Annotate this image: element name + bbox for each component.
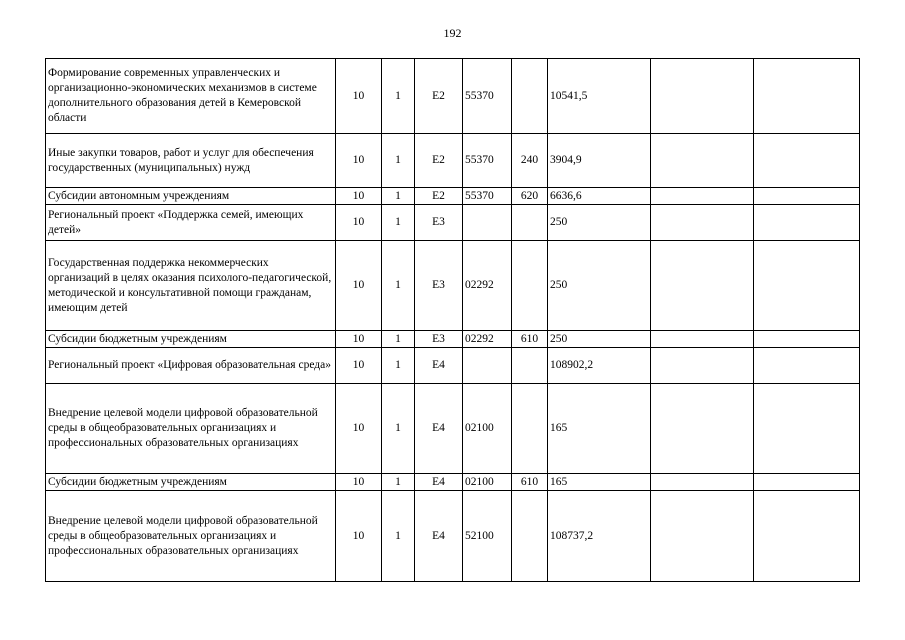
expense-type-cell (512, 348, 548, 384)
amount-cell: 250 (548, 205, 651, 241)
amount-cell: 250 (548, 241, 651, 331)
direction-code-cell: 02100 (463, 384, 512, 474)
subsection-code-cell: 1 (382, 331, 415, 348)
extra-column-1-cell (651, 59, 754, 134)
row-name-cell: Формирование современных управленческих и организационно-экономических механизмов в системе дополнительного образования детей в Кемеровской области (46, 59, 336, 134)
table-row (46, 241, 860, 331)
table-row (46, 491, 860, 582)
expense-type-cell (512, 491, 548, 582)
program-code-cell: E2 (415, 134, 463, 188)
section-code-cell: 10 (336, 474, 382, 491)
expense-type-cell (512, 205, 548, 241)
extra-column-1-cell (651, 474, 754, 491)
program-code-cell: E4 (415, 348, 463, 384)
row-name-cell: Субсидии автономным учреждениям (46, 188, 336, 205)
row-name-cell: Субсидии бюджетным учреждениям (46, 331, 336, 348)
expense-type-cell: 620 (512, 188, 548, 205)
budget-table (45, 58, 860, 582)
amount-cell: 10541,5 (548, 59, 651, 134)
extra-column-2-cell (754, 205, 860, 241)
table-row (46, 331, 860, 348)
extra-column-2-cell (754, 491, 860, 582)
subsection-code-cell: 1 (382, 491, 415, 582)
expense-type-cell: 610 (512, 331, 548, 348)
expense-type-cell: 240 (512, 134, 548, 188)
extra-column-2-cell (754, 241, 860, 331)
table-row (46, 348, 860, 384)
expense-type-cell (512, 384, 548, 474)
table-row (46, 384, 860, 474)
direction-code-cell: 02292 (463, 241, 512, 331)
direction-code-cell: 52100 (463, 491, 512, 582)
program-code-cell: E3 (415, 331, 463, 348)
extra-column-1-cell (651, 384, 754, 474)
section-code-cell: 10 (336, 331, 382, 348)
subsection-code-cell: 1 (382, 241, 415, 331)
table-row (46, 205, 860, 241)
direction-code-cell: 55370 (463, 188, 512, 205)
extra-column-1-cell (651, 241, 754, 331)
amount-cell: 108737,2 (548, 491, 651, 582)
program-code-cell: E4 (415, 474, 463, 491)
amount-cell: 108902,2 (548, 348, 651, 384)
extra-column-1-cell (651, 188, 754, 205)
amount-cell: 250 (548, 331, 651, 348)
amount-cell: 165 (548, 384, 651, 474)
page-number: 192 (443, 26, 462, 40)
table-row (46, 188, 860, 205)
amount-cell: 165 (548, 474, 651, 491)
extra-column-1-cell (651, 205, 754, 241)
row-name-cell: Государственная поддержка некоммерческих организаций в целях оказания психолого-педагогической, методической и консультативной помощи гражданам, имеющим детей (46, 241, 336, 331)
section-code-cell: 10 (336, 59, 382, 134)
extra-column-2-cell (754, 59, 860, 134)
expense-type-cell (512, 59, 548, 134)
extra-column-2-cell (754, 188, 860, 205)
section-code-cell: 10 (336, 384, 382, 474)
direction-code-cell: 55370 (463, 134, 512, 188)
section-code-cell: 10 (336, 348, 382, 384)
program-code-cell: E4 (415, 384, 463, 474)
extra-column-1-cell (651, 331, 754, 348)
section-code-cell: 10 (336, 134, 382, 188)
section-code-cell: 10 (336, 205, 382, 241)
expense-type-cell: 610 (512, 474, 548, 491)
row-name-cell: Региональный проект «Поддержка семей, имеющих детей» (46, 205, 336, 241)
program-code-cell: E3 (415, 241, 463, 331)
row-name-cell: Региональный проект «Цифровая образовательная среда» (46, 348, 336, 384)
extra-column-2-cell (754, 474, 860, 491)
extra-column-1-cell (651, 491, 754, 582)
direction-code-cell (463, 205, 512, 241)
subsection-code-cell: 1 (382, 205, 415, 241)
amount-cell: 3904,9 (548, 134, 651, 188)
subsection-code-cell: 1 (382, 59, 415, 134)
direction-code-cell: 55370 (463, 59, 512, 134)
extra-column-1-cell (651, 348, 754, 384)
row-name-cell: Внедрение целевой модели цифровой образовательной среды в общеобразовательных организациях и профессиональных образовательных организациях (46, 384, 336, 474)
section-code-cell: 10 (336, 241, 382, 331)
extra-column-2-cell (754, 331, 860, 348)
row-name-cell: Субсидии бюджетным учреждениям (46, 474, 336, 491)
subsection-code-cell: 1 (382, 384, 415, 474)
section-code-cell: 10 (336, 491, 382, 582)
table-row (46, 134, 860, 188)
program-code-cell: E2 (415, 188, 463, 205)
subsection-code-cell: 1 (382, 188, 415, 205)
section-code-cell: 10 (336, 188, 382, 205)
extra-column-2-cell (754, 134, 860, 188)
program-code-cell: E3 (415, 205, 463, 241)
program-code-cell: E4 (415, 491, 463, 582)
amount-cell: 6636,6 (548, 188, 651, 205)
expense-type-cell (512, 241, 548, 331)
program-code-cell: E2 (415, 59, 463, 134)
direction-code-cell (463, 348, 512, 384)
subsection-code-cell: 1 (382, 134, 415, 188)
subsection-code-cell: 1 (382, 474, 415, 491)
direction-code-cell: 02292 (463, 331, 512, 348)
direction-code-cell: 02100 (463, 474, 512, 491)
row-name-cell: Иные закупки товаров, работ и услуг для обеспечения государственных (муниципальных) нужд (46, 134, 336, 188)
row-name-cell: Внедрение целевой модели цифровой образовательной среды в общеобразовательных организациях и профессиональных образовательных организациях (46, 491, 336, 582)
extra-column-2-cell (754, 348, 860, 384)
table-row (46, 474, 860, 491)
table-row (46, 59, 860, 134)
extra-column-1-cell (651, 134, 754, 188)
extra-column-2-cell (754, 384, 860, 474)
subsection-code-cell: 1 (382, 348, 415, 384)
